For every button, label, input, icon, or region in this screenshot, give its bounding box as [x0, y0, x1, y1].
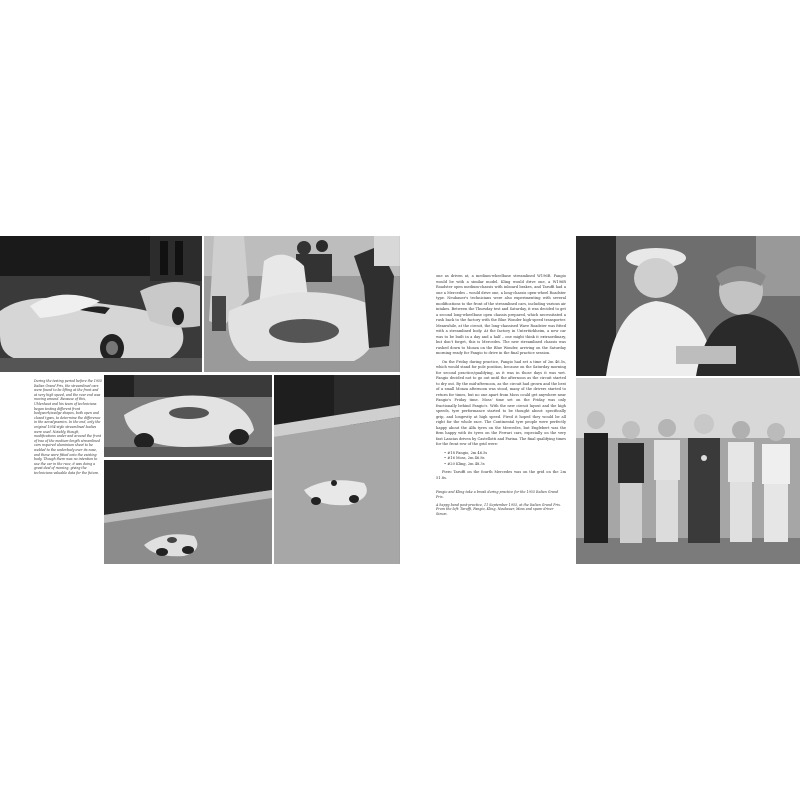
right-page [400, 236, 800, 564]
body-paragraph: one as driven at, a medium-wheelbase streamlined W196R. Fangio would be with a similar model. Kling would drive one, a W196R Roadster open medium-chassis with inboard brakes, and Taruffi had a one a Mercedes – would drive one, a long-chassis open-wheel Roadster type. Neubauer's technicians were also experimenting with several modifications to the front of the streamlined cars, including various air intakes. Between the Thursday test and Saturday, it was decided to get a second long-wheelbase open chassis prepared, which necessitated a rush back to the factory with the Blue Wonder high-speed transporter. Meanwhile, at the circuit, the long-chassised Wave Roadster was fitted with a streamlined body. At the factory in Untertürkheim, a new car was to be built in a day and a half – one might think it extraordinary, but don't forget, this is Mercedes. The new streamlined chassis was rushed down to Monza on the Blue Wonder, arriving on the Saturday morning ready for Fangio to drive in the final practice session. [436, 274, 566, 355]
team-group-photo [576, 378, 800, 564]
caption-fangio-kling: Fangio and Kling take a break during practice for the 1955 Italian Grand Prix. [436, 490, 559, 499]
grid-time-item: • #16 Moss, 2m 46.8s [444, 456, 566, 462]
body-text [436, 274, 566, 484]
streamliner-rear-photo [104, 375, 272, 457]
closing-paragraph: Piero Taruffi on the fourth Mercedes was on the grid on the 2m 51.8s. [436, 470, 566, 480]
banking-car-photo [104, 460, 272, 564]
grid-time-item: • #18 Fangio, 2m 46.5s [444, 451, 566, 457]
streamliner-paddock-photo [0, 236, 202, 372]
grid-times-list [444, 451, 566, 468]
mechanics-streamliner-photo [204, 236, 400, 372]
banking-test-photo [274, 375, 400, 564]
left-page [0, 236, 400, 564]
photo-captions [436, 490, 566, 520]
fangio-kling-photo [576, 236, 800, 376]
grid-time-item: • #20 Kling, 2m 48.3s [444, 462, 566, 468]
caption-team-group: A happy band post-practice, 11 September 1955, at the Italian Grand Prix. From the left: Taruffi, Fangio, Kling, Neubauer, Moss and spare driver Simon. [436, 502, 561, 517]
book-spread [0, 236, 800, 564]
body-paragraph: On the Friday during practice, Fangio had set a time of 2m 46.5s, which would stand for pole position, because on the Saturday morning for second practice/qualifying, as it was in those days it was wet. Fangio decided not to go out until the afternoon as the circuit started to dry out. By the mid-afternoon, as the circuit had grown and the best of a small Monza afternoon was stood, many of the drivers started to return for times, but no one apart from Moss could get anywhere near Fangio's Friday time. Moss' time set on the Friday was only fractionally behind Fangio's. With the new circuit layout and the high speeds, tyre performance started to be thought about: specifically grip, and longevity at high speed. Fired it hoped they would be all right for the whole race. The Continental tyre people were perfectly happy about the Alfa tyres on the Mercedes, but Englebert was the firm happy with its tyres on the Ferrari cars, especially on the very fast Lancias driven by Castellotti and Farina. The final qualifying times for the front row of the grid were: [436, 359, 566, 446]
left-page-caption: During the testing period before the 1955 Italian Grand Prix, the streamlined cars were found to be lifting at the front and at very high speed, and the rear end was moving around. Because of this, Uhlenhaut and his team of technicians began testing different front bodywork/wedge shapes, both open and closed types, to determine the difference in the aerodynamics. In the end, only the original 1954-style streamlined bodies were used. Notably, though, modifications under and around the front of two of the medium-length streamlined cars required aluminium sheet to be welded to the underbody over its nose, and these were fitted onto the existing body. Though there was no intention to use the car in the race, it was doing a great deal of running, giving the technicians valuable data for the future. [34, 379, 102, 475]
